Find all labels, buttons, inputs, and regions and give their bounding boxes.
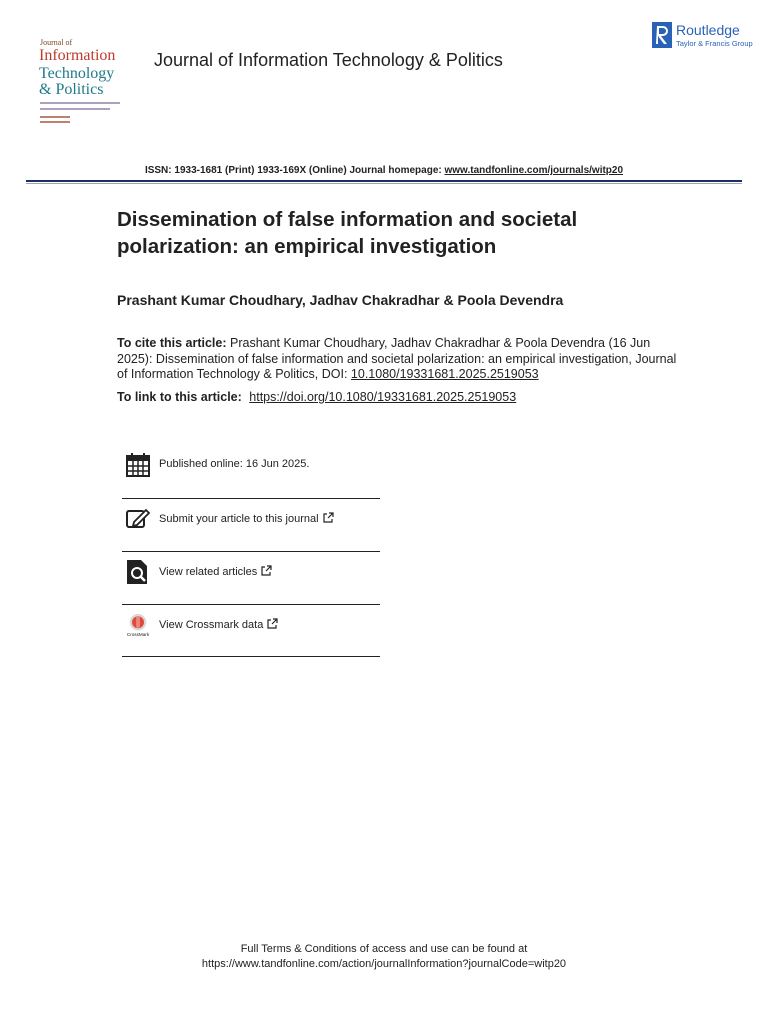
article-title: Dissemination of false information and societal polarization: an empirical investigation <box>117 208 578 258</box>
divider <box>122 604 380 605</box>
header-rule <box>26 180 742 182</box>
cover-line3: Technology <box>39 65 115 82</box>
journal-homepage-link[interactable]: www.tandfonline.com/journals/witp20 <box>444 165 624 176</box>
publisher-name: Routledge <box>676 22 740 38</box>
routledge-r-icon <box>652 22 672 48</box>
cite-label: To cite this article: <box>117 336 227 350</box>
issn-text: 1933-1681 (Print) 1933-169X (Online) Journal homepage: <box>174 165 442 176</box>
related-articles-label: View related articles <box>159 566 258 578</box>
calendar-icon <box>126 453 150 477</box>
cover-line1: Journal of <box>40 38 73 47</box>
footer <box>0 942 768 972</box>
footer-terms-link[interactable]: https://www.tandfonline.com/action/journalInformation?journalCode=witp20 <box>201 958 567 970</box>
cover-decoration <box>40 102 120 104</box>
article-doi-link[interactable]: https://doi.org/10.1080/19331681.2025.2519053 <box>249 390 517 404</box>
publisher-subtitle: Taylor & Francis Group <box>676 39 753 48</box>
journal-cover <box>36 24 132 132</box>
submit-article-link[interactable] <box>159 512 334 525</box>
divider <box>122 656 380 657</box>
cover-line4: & Politics <box>39 81 104 98</box>
published-date: Published online: 16 Jun 2025. <box>159 458 310 470</box>
cite-text: Prashant Kumar Choudhary, Jadhav Chakradhar & Poola Devendra (16 Jun 2025): Dissemination of false information and societal polarization: an empirical investigation, Journal of Information Technology & Politics, DOI: <box>117 336 677 381</box>
related-articles-link[interactable] <box>159 565 272 578</box>
cite-doi-link[interactable]: 10.1080/19331681.2025.2519053 <box>350 367 539 381</box>
cover-decoration <box>40 116 70 118</box>
divider <box>122 551 380 552</box>
link-label: To link to this article: <box>117 390 242 404</box>
external-link-icon <box>261 565 272 576</box>
crossmark-logo-text: CrossMark <box>126 632 150 637</box>
submit-article-label: Submit your article to this journal <box>159 513 319 525</box>
crossmark-label: View Crossmark data <box>159 619 264 631</box>
document-search-icon <box>126 560 150 584</box>
crossmark-row[interactable] <box>122 613 380 665</box>
issn-label: ISSN: <box>144 165 172 176</box>
cover-decoration <box>40 108 110 110</box>
edit-icon <box>126 507 150 531</box>
crossmark-icon <box>126 613 150 637</box>
cover-decoration <box>40 121 70 123</box>
journal-title: Journal of Information Technology & Politics <box>154 50 503 70</box>
citation-block <box>117 336 677 383</box>
issn-line <box>0 165 768 176</box>
link-line <box>117 390 516 404</box>
header-rule-thin <box>26 183 742 184</box>
external-link-icon <box>267 618 278 629</box>
divider <box>122 498 380 499</box>
publisher-logo <box>652 22 753 50</box>
article-authors: Prashant Kumar Choudhary, Jadhav Chakradhar & Poola Devendra <box>117 292 564 308</box>
cover-line2: Information <box>39 47 116 64</box>
external-link-icon <box>323 512 334 523</box>
crossmark-link[interactable] <box>159 618 278 631</box>
footer-line1: Full Terms & Conditions of access and use can be found at <box>240 943 528 955</box>
